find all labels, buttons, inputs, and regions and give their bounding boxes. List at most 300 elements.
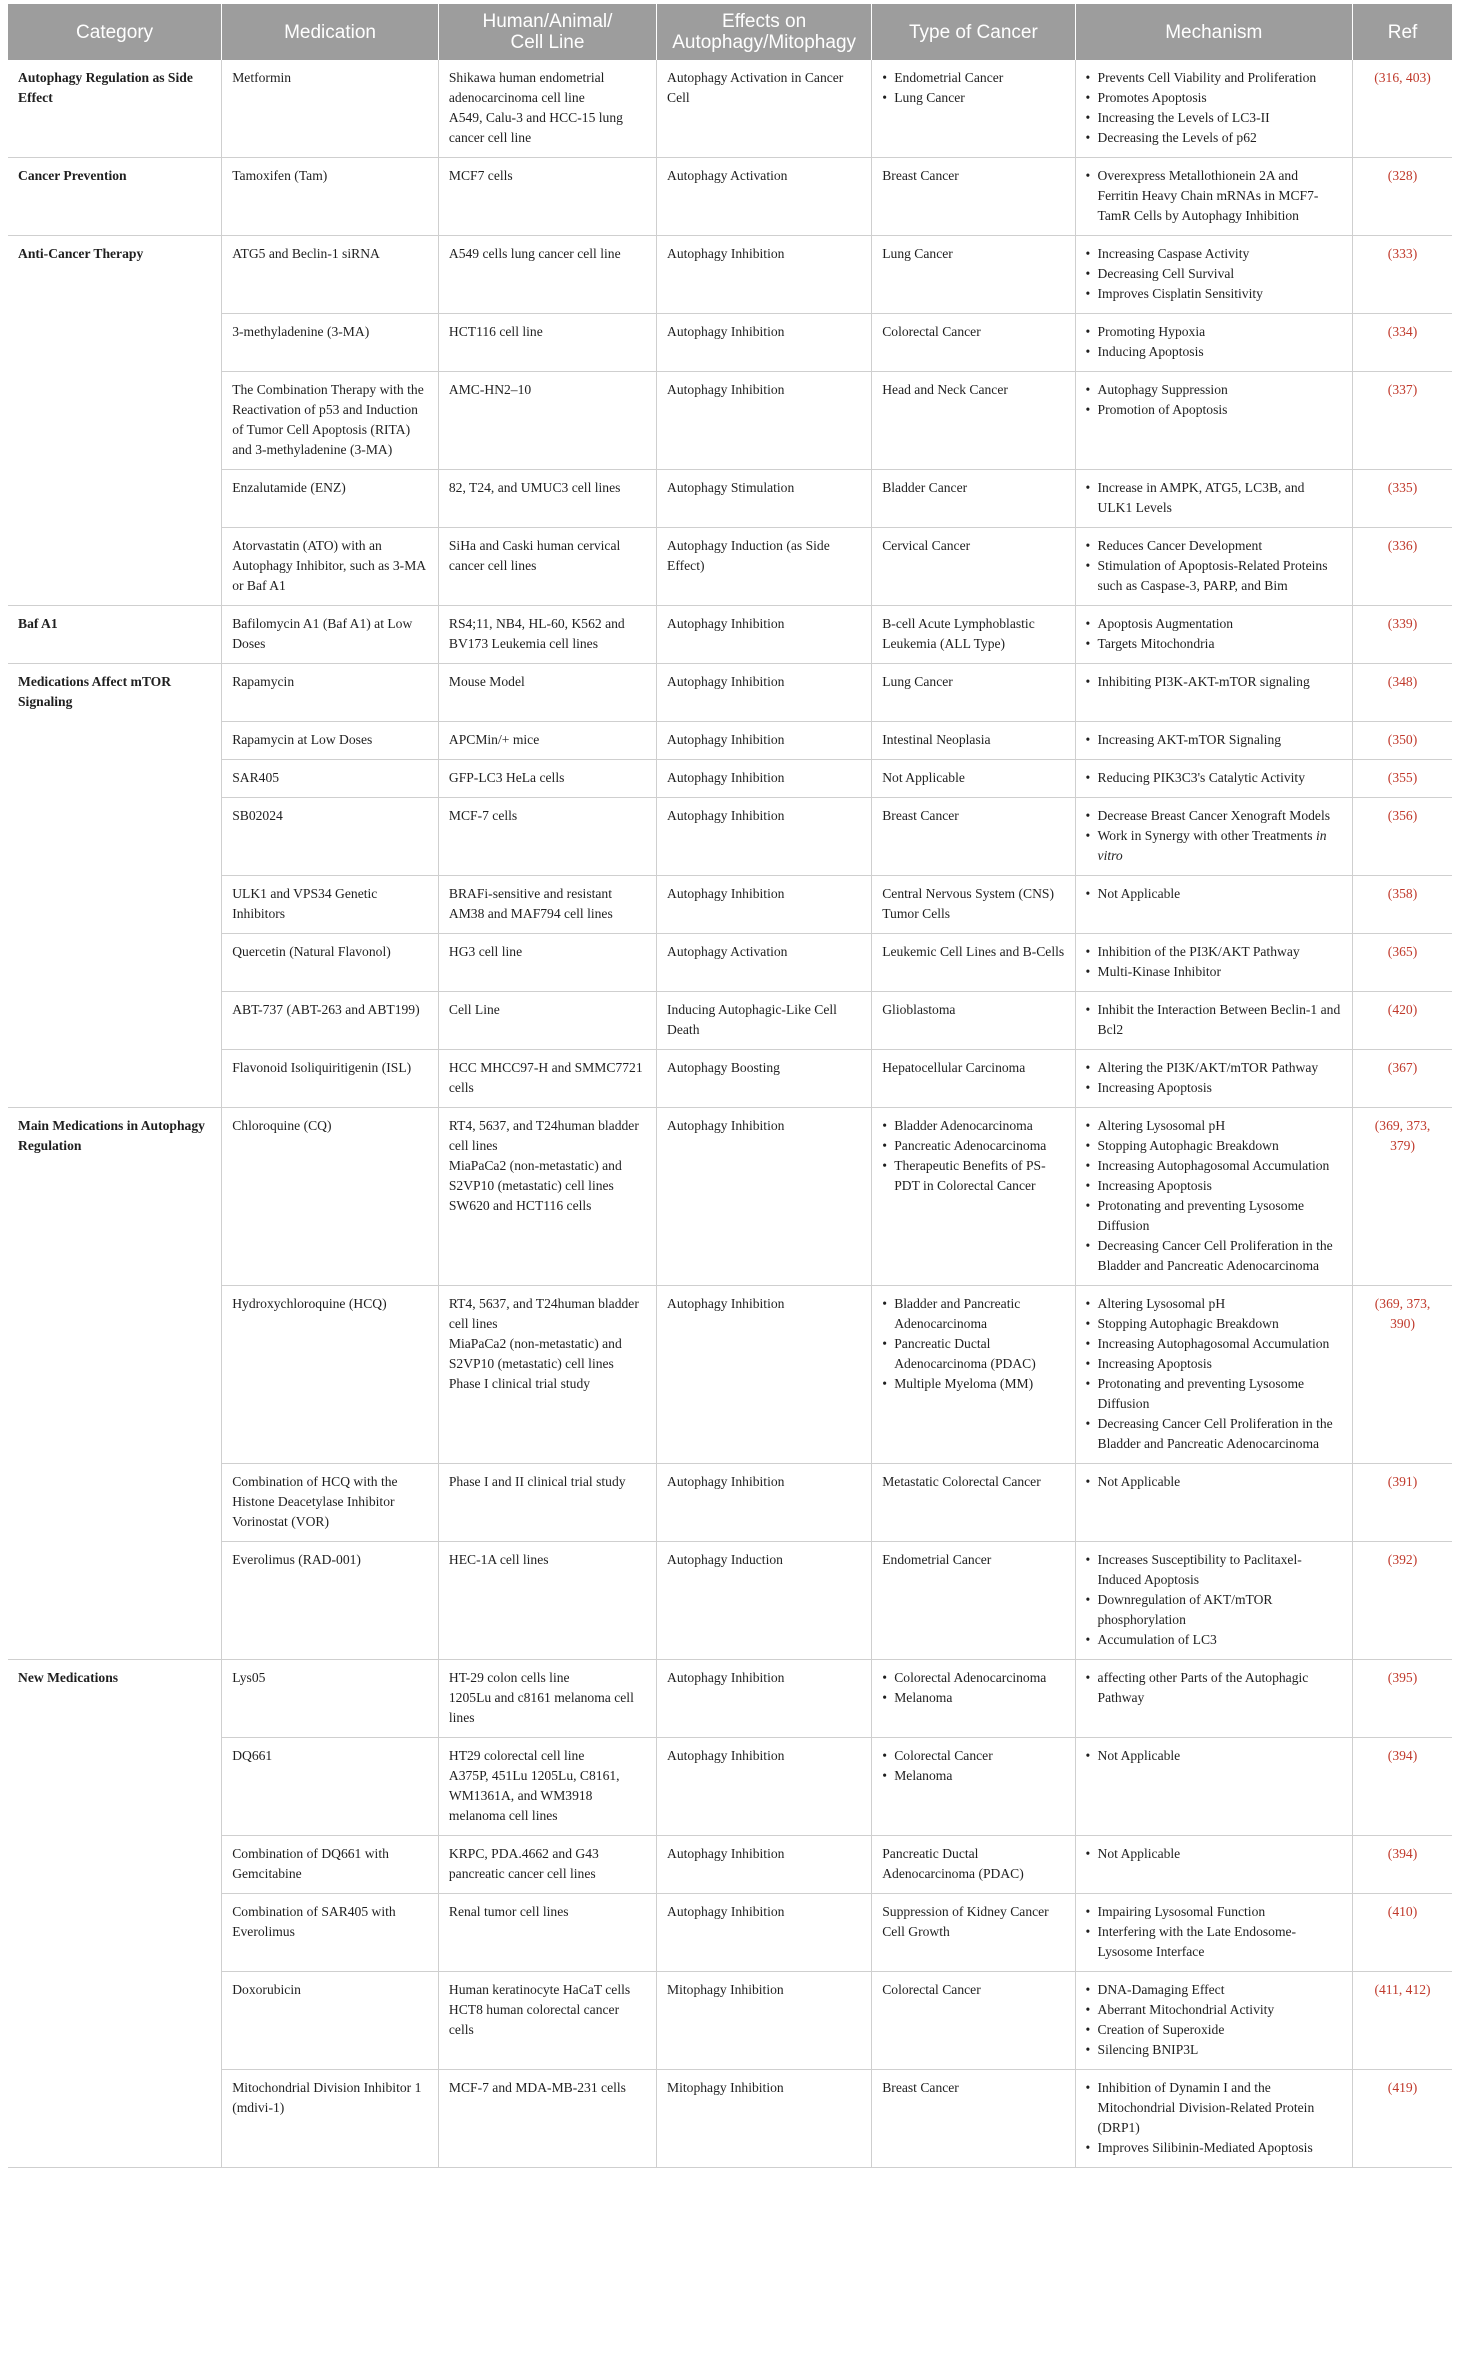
- medication-cell: Doxorubicin: [222, 1971, 439, 2069]
- mechanism-list-item: • Inducing Apoptosis: [1098, 342, 1343, 362]
- reference-link[interactable]: (334): [1353, 314, 1452, 372]
- table-row: [8, 759, 1452, 797]
- mechanism-list-item: • Prevents Cell Viability and Proliferation: [1098, 68, 1343, 88]
- mechanism-list-item: • Altering Lysosomal pH: [1098, 1116, 1343, 1136]
- reference-link[interactable]: (365): [1353, 933, 1452, 991]
- mechanism-list-item: • Accumulation of LC3: [1098, 1630, 1343, 1650]
- mechanism-cell: [1075, 1737, 1353, 1835]
- mechanism-list: [1086, 1902, 1343, 1962]
- reference-link[interactable]: (410): [1353, 1893, 1452, 1971]
- effect-cell: Autophagy Boosting: [657, 1049, 872, 1107]
- cancer-list-item: • Colorectal Cancer: [894, 1746, 1064, 1766]
- cell-line-text: Mouse Model: [448, 674, 525, 689]
- mechanism-cell: [1075, 1835, 1353, 1893]
- cancer-type-cell: [872, 606, 1075, 664]
- cell-line-cell: [438, 1971, 656, 2069]
- mechanism-cell: [1075, 470, 1353, 528]
- header-mechanism: Mechanism: [1075, 4, 1353, 60]
- cancer-list-item: • Pancreatic Adenocarcinoma: [894, 1136, 1064, 1156]
- reference-link[interactable]: (348): [1353, 664, 1452, 722]
- cancer-type-cell: [872, 1971, 1075, 2069]
- cancer-type-text: Glioblastoma: [882, 1001, 956, 1017]
- cell-line-text: HT29 colorectal cell line: [448, 1747, 585, 1763]
- category-cell: [8, 1541, 222, 1659]
- mechanism-list-item: • Impairing Lysosomal Function: [1098, 1902, 1343, 1922]
- category-cell: [8, 236, 222, 314]
- reference-link[interactable]: (420): [1353, 991, 1452, 1049]
- effect-cell: Autophagy Inhibition: [657, 1285, 872, 1463]
- category-cell: [8, 1737, 222, 1835]
- cell-line-text: Renal tumor cell lines: [448, 1903, 569, 1919]
- cell-line-text: A375P, 451Lu 1205Lu, C8161, WM1361A, and WM3918 melanoma cell lines: [448, 1767, 620, 1823]
- effect-cell: Autophagy Inhibition: [657, 1659, 872, 1737]
- reference-link[interactable]: (350): [1353, 721, 1452, 759]
- reference-link[interactable]: (367): [1353, 1049, 1452, 1107]
- medication-cell: ATG5 and Beclin-1 siRNA: [222, 236, 439, 314]
- cancer-type-cell: [872, 158, 1075, 236]
- table-row: [8, 1107, 1452, 1285]
- cell-line-cell: [438, 664, 656, 722]
- cancer-type-cell: [872, 372, 1075, 470]
- category-cell: [8, 314, 222, 372]
- category-cell: [8, 1049, 222, 1107]
- cancer-type-cell: [872, 797, 1075, 875]
- table-row: [8, 797, 1452, 875]
- mechanism-list-item: • Stimulation of Apoptosis-Related Proteins such as Caspase-3, PARP, and Bim: [1098, 556, 1343, 596]
- table-row: [8, 1835, 1452, 1893]
- medication-cell: ULK1 and VPS34 Genetic Inhibitors: [222, 875, 439, 933]
- cancer-type-cell: [872, 1463, 1075, 1541]
- cancer-type-text: Breast Cancer: [882, 2079, 959, 2095]
- mechanism-list: [1086, 1116, 1343, 1276]
- category-cell: [8, 372, 222, 470]
- mechanism-list-item: • Inhibition of Dynamin I and the Mitochondrial Division-Related Protein (DRP1): [1098, 2078, 1343, 2138]
- mechanism-list-item: • Multi-Kinase Inhibitor: [1098, 962, 1343, 982]
- mechanism-list-item: • Altering Lysosomal pH: [1098, 1294, 1343, 1314]
- mechanism-list: [1086, 1844, 1343, 1864]
- category-cell: [8, 158, 222, 236]
- cell-line-cell: [438, 60, 656, 158]
- mechanism-cell: [1075, 2069, 1353, 2167]
- category-cell: [8, 1835, 222, 1893]
- category-label: Main Medications in Autophagy Regulation: [18, 1117, 205, 1153]
- reference-link[interactable]: (336): [1353, 528, 1452, 606]
- cancer-list-item: • Therapeutic Benefits of PS-PDT in Colorectal Cancer: [894, 1156, 1064, 1196]
- mechanism-list-item: • Reduces Cancer Development: [1098, 536, 1343, 556]
- category-label: Cancer Prevention: [18, 168, 127, 183]
- header-cell-line: Human/Animal/ Cell Line: [438, 4, 656, 60]
- table-row: [8, 528, 1452, 606]
- cancer-list-item: • Pancreatic Ductal Adenocarcinoma (PDAC): [894, 1334, 1064, 1374]
- cancer-type-cell: [872, 875, 1075, 933]
- category-label: New Medications: [18, 1669, 119, 1685]
- effect-cell: Autophagy Inhibition: [657, 721, 872, 759]
- effect-cell: Autophagy Inhibition: [657, 759, 872, 797]
- mechanism-cell: [1075, 721, 1353, 759]
- medication-cell: Atorvastatin (ATO) with an Autophagy Inhibitor, such as 3-MA or Baf A1: [222, 528, 439, 606]
- effect-cell: Autophagy Inhibition: [657, 1835, 872, 1893]
- mechanism-list: [1086, 478, 1343, 518]
- category-cell: [8, 875, 222, 933]
- mechanism-cell: [1075, 1463, 1353, 1541]
- table-row: [8, 1463, 1452, 1541]
- header-medication: Medication: [222, 4, 439, 60]
- cell-line-text: HEC-1A cell lines: [448, 1551, 549, 1567]
- mechanism-list-item: • DNA-Damaging Effect: [1098, 1980, 1343, 2000]
- table-row: [8, 2069, 1452, 2167]
- cancer-type-cell: [872, 1659, 1075, 1737]
- cell-line-cell: [438, 1737, 656, 1835]
- table-row: [8, 60, 1452, 158]
- reference-link[interactable]: (333): [1353, 236, 1452, 314]
- cell-line-text: Phase I and II clinical trial study: [448, 1473, 626, 1489]
- cell-line-text: A549, Calu-3 and HCC-15 lung cancer cell line: [448, 110, 623, 145]
- mechanism-cell: [1075, 606, 1353, 664]
- cancer-type-cell: [872, 1107, 1075, 1285]
- cell-line-text: KRPC, PDA.4662 and G43 pancreatic cancer cell lines: [448, 1845, 599, 1881]
- category-cell: [8, 797, 222, 875]
- reference-link[interactable]: (335): [1353, 470, 1452, 528]
- category-cell: [8, 60, 222, 158]
- mechanism-list-item: • Increase in AMPK, ATG5, LC3B, and ULK1 Levels: [1098, 478, 1343, 518]
- reference-link[interactable]: (337): [1353, 372, 1452, 470]
- mechanism-list-item: • Inhibition of the PI3K/AKT Pathway: [1098, 942, 1343, 962]
- cell-line-text: MiaPaCa2 (non-metastatic) and S2VP10 (metastatic) cell lines: [448, 1335, 622, 1371]
- mechanism-cell: [1075, 759, 1353, 797]
- cancer-type-text: Pancreatic Ductal Adenocarcinoma (PDAC): [882, 1845, 1024, 1881]
- cancer-list-item: • Melanoma: [894, 1766, 1064, 1786]
- mechanism-list-item: • Decreasing the Levels of p62: [1098, 128, 1343, 148]
- mechanism-list-item: • Stopping Autophagic Breakdown: [1098, 1314, 1343, 1334]
- effect-cell: Autophagy Inhibition: [657, 664, 872, 722]
- mechanism-list-item: • Interfering with the Late Endosome-Lysosome Interface: [1098, 1922, 1343, 1962]
- table-row: [8, 1737, 1452, 1835]
- mechanism-list-item: • Increasing Apoptosis: [1098, 1176, 1343, 1196]
- category-cell: [8, 1893, 222, 1971]
- reference-link[interactable]: (394): [1353, 1737, 1452, 1835]
- reference-link[interactable]: (395): [1353, 1659, 1452, 1737]
- cancer-list-item: • Lung Cancer: [894, 88, 1064, 108]
- mechanism-list-item: • Downregulation of AKT/mTOR phosphorylation: [1098, 1590, 1343, 1630]
- medication-cell: Combination of HCQ with the Histone Deacetylase Inhibitor Vorinostat (VOR): [222, 1463, 439, 1541]
- effect-cell: Autophagy Inhibition: [657, 1463, 872, 1541]
- effect-cell: Mitophagy Inhibition: [657, 1971, 872, 2069]
- cell-line-cell: [438, 1107, 656, 1285]
- cancer-list: [882, 1116, 1064, 1196]
- cell-line-cell: [438, 1049, 656, 1107]
- cell-line-text: APCMin/+ mice: [448, 731, 540, 747]
- header-effects: Effects on Autophagy/Mitophagy: [657, 4, 872, 60]
- cell-line-text: RT4, 5637, and T24human bladder cell lines: [448, 1295, 639, 1331]
- cell-line-cell: [438, 933, 656, 991]
- cancer-type-cell: [872, 933, 1075, 991]
- effect-cell: Autophagy Inhibition: [657, 236, 872, 314]
- mechanism-list-item: • Work in Synergy with other Treatments in vitro: [1098, 826, 1343, 866]
- cell-line-text: A549 cells lung cancer cell line: [448, 246, 621, 261]
- cancer-list: [882, 68, 1064, 108]
- cell-line-text: Cell Line: [448, 1001, 500, 1017]
- mechanism-cell: [1075, 933, 1353, 991]
- mechanism-cell: [1075, 1659, 1353, 1737]
- cancer-type-text: Not Applicable: [882, 769, 965, 785]
- mechanism-list-item: • Increasing AKT-mTOR Signaling: [1098, 730, 1343, 750]
- table-row: [8, 1285, 1452, 1463]
- effect-cell: Autophagy Inhibition: [657, 606, 872, 664]
- table-row: [8, 236, 1452, 314]
- cancer-type-cell: [872, 1049, 1075, 1107]
- mechanism-list-item: • Altering the PI3K/AKT/mTOR Pathway: [1098, 1058, 1343, 1078]
- cancer-type-text: Breast Cancer: [882, 807, 959, 823]
- table-row: [8, 1049, 1452, 1107]
- cancer-type-text: Intestinal Neoplasia: [882, 731, 991, 747]
- medication-table: [8, 4, 1452, 2168]
- cell-line-text: RS4;11, NB4, HL-60, K562 and BV173 Leukemia cell lines: [448, 616, 625, 651]
- reference-link[interactable]: (392): [1353, 1541, 1452, 1659]
- mechanism-list-item: • Overexpress Metallothionein 2A and Ferritin Heavy Chain mRNAs in MCF7-TamR Cells by Autophagy Inhibition: [1098, 166, 1343, 226]
- reference-link[interactable]: (369, 373, 379): [1353, 1107, 1452, 1285]
- cancer-type-cell: [872, 1737, 1075, 1835]
- medication-cell: Enzalutamide (ENZ): [222, 470, 439, 528]
- cancer-type-text: Colorectal Cancer: [882, 1981, 981, 1997]
- reference-link[interactable]: (419): [1353, 2069, 1452, 2167]
- cell-line-cell: [438, 2069, 656, 2167]
- cancer-type-cell: [872, 759, 1075, 797]
- cell-line-text: RT4, 5637, and T24human bladder cell lines: [448, 1117, 639, 1153]
- cell-line-cell: [438, 158, 656, 236]
- reference-link[interactable]: (391): [1353, 1463, 1452, 1541]
- effect-cell: Autophagy Inhibition: [657, 1737, 872, 1835]
- table-row: [8, 721, 1452, 759]
- category-cell: [8, 759, 222, 797]
- cell-line-cell: [438, 797, 656, 875]
- cell-line-cell: [438, 991, 656, 1049]
- mechanism-list: [1086, 244, 1343, 304]
- cell-line-text: SiHa and Caski human cervical cancer cell lines: [448, 538, 621, 573]
- mechanism-list: [1086, 730, 1343, 750]
- reference-link[interactable]: (369, 373, 390): [1353, 1285, 1452, 1463]
- cell-line-text: MCF-7 cells: [448, 807, 518, 823]
- mechanism-list-item: • Not Applicable: [1098, 1746, 1343, 1766]
- mechanism-list: [1086, 768, 1343, 788]
- cell-line-text: HG3 cell line: [448, 943, 523, 959]
- effect-cell: Autophagy Inhibition: [657, 372, 872, 470]
- cell-line-text: SW620 and HCT116 cells: [448, 1197, 592, 1213]
- category-cell: [8, 1659, 222, 1737]
- mechanism-list-item: • Increases Susceptibility to Paclitaxel-Induced Apoptosis: [1098, 1550, 1343, 1590]
- cancer-list-item: • Melanoma: [894, 1688, 1064, 1708]
- mechanism-list-item: • Protonating and preventing Lysosome Diffusion: [1098, 1374, 1343, 1414]
- cell-line-text: Human keratinocyte HaCaT cells: [448, 1981, 631, 1997]
- cell-line-text: MiaPaCa2 (non-metastatic) and S2VP10 (metastatic) cell lines: [448, 1157, 622, 1193]
- effect-cell: Autophagy Stimulation: [657, 470, 872, 528]
- category-cell: [8, 2069, 222, 2167]
- effect-cell: Autophagy Induction: [657, 1541, 872, 1659]
- mechanism-list-item: • Not Applicable: [1098, 1472, 1343, 1492]
- reference-link[interactable]: (339): [1353, 606, 1452, 664]
- cancer-type-text: Hepatocellular Carcinoma: [882, 1059, 1026, 1075]
- medication-cell: SB02024: [222, 797, 439, 875]
- table-row: [8, 470, 1452, 528]
- medication-cell: SAR405: [222, 759, 439, 797]
- cell-line-cell: [438, 1893, 656, 1971]
- cancer-type-cell: [872, 528, 1075, 606]
- mechanism-cell: [1075, 236, 1353, 314]
- mechanism-list: [1086, 884, 1343, 904]
- category-cell: [8, 470, 222, 528]
- medication-cell: Mitochondrial Division Inhibitor 1 (mdivi-1): [222, 2069, 439, 2167]
- cell-line-text: MCF-7 and MDA-MB-231 cells: [448, 2079, 626, 2095]
- reference-link[interactable]: (328): [1353, 158, 1452, 236]
- reference-link[interactable]: (411, 412): [1353, 1971, 1452, 2069]
- mechanism-cell: [1075, 1893, 1353, 1971]
- medication-cell: Quercetin (Natural Flavonol): [222, 933, 439, 991]
- mechanism-list: [1086, 806, 1343, 866]
- mechanism-cell: [1075, 528, 1353, 606]
- medication-cell: Hydroxychloroquine (HCQ): [222, 1285, 439, 1463]
- mechanism-list-item: • Increasing Autophagosomal Accumulation: [1098, 1156, 1343, 1176]
- header-row: [8, 4, 1452, 60]
- mechanism-cell: [1075, 664, 1353, 722]
- medication-cell: Everolimus (RAD-001): [222, 1541, 439, 1659]
- mechanism-cell: [1075, 875, 1353, 933]
- mechanism-list-item: • Decreasing Cell Survival: [1098, 264, 1343, 284]
- table-row: [8, 1659, 1452, 1737]
- mechanism-list-item: • Increasing the Levels of LC3-II: [1098, 108, 1343, 128]
- cell-line-cell: [438, 236, 656, 314]
- effect-cell: Autophagy Inhibition: [657, 797, 872, 875]
- mechanism-list: [1086, 614, 1343, 654]
- mechanism-list: [1086, 322, 1343, 362]
- mechanism-cell: [1075, 1285, 1353, 1463]
- mechanism-list-item: • Not Applicable: [1098, 884, 1343, 904]
- medication-cell: Lys05: [222, 1659, 439, 1737]
- effect-cell: Autophagy Activation: [657, 933, 872, 991]
- mechanism-cell: [1075, 1107, 1353, 1285]
- cancer-type-text: B-cell Acute Lymphoblastic Leukemia (ALL Type): [882, 616, 1035, 651]
- effect-cell: Autophagy Activation in Cancer Cell: [657, 60, 872, 158]
- medication-cell: Chloroquine (CQ): [222, 1107, 439, 1285]
- reference-link[interactable]: (355): [1353, 759, 1452, 797]
- category-label: Medications Affect mTOR Signaling: [18, 674, 172, 709]
- mechanism-list-item: • Promotion of Apoptosis: [1098, 400, 1343, 420]
- medication-cell: Rapamycin at Low Doses: [222, 721, 439, 759]
- mechanism-list-item: • Stopping Autophagic Breakdown: [1098, 1136, 1343, 1156]
- mechanism-list-item: • Protonating and preventing Lysosome Diffusion: [1098, 1196, 1343, 1236]
- header-category: Category: [8, 4, 222, 60]
- cancer-list: [882, 1668, 1064, 1708]
- effect-cell: Autophagy Inhibition: [657, 314, 872, 372]
- table-row: [8, 314, 1452, 372]
- cell-line-text: 1205Lu and c8161 melanoma cell lines: [448, 1689, 634, 1725]
- cancer-type-cell: [872, 2069, 1075, 2167]
- cancer-list: [882, 1746, 1064, 1786]
- cancer-list: [882, 1294, 1064, 1394]
- table-row: [8, 372, 1452, 470]
- cancer-type-cell: [872, 1541, 1075, 1659]
- category-cell: [8, 606, 222, 664]
- table-row: [8, 933, 1452, 991]
- category-cell: [8, 1971, 222, 2069]
- effect-cell: Autophagy Inhibition: [657, 1107, 872, 1285]
- mechanism-list: [1086, 1294, 1343, 1454]
- mechanism-cell: [1075, 60, 1353, 158]
- mechanism-cell: [1075, 1049, 1353, 1107]
- cancer-list-item: • Multiple Myeloma (MM): [894, 1374, 1064, 1394]
- medication-cell: The Combination Therapy with the Reactivation of p53 and Induction of Tumor Cell Apoptosis (RITA) and 3-methyladenine (3-MA): [222, 372, 439, 470]
- category-cell: [8, 664, 222, 722]
- category-cell: [8, 1463, 222, 1541]
- mechanism-list: [1086, 166, 1343, 226]
- mechanism-list-item: • Decreasing Cancer Cell Proliferation in the Bladder and Pancreatic Adenocarcinoma: [1098, 1414, 1343, 1454]
- cancer-type-cell: [872, 991, 1075, 1049]
- mechanism-list-item: • Inhibiting PI3K-AKT-mTOR signaling: [1098, 672, 1343, 692]
- cell-line-text: Phase I clinical trial study: [448, 1375, 591, 1391]
- mechanism-list: [1086, 68, 1343, 148]
- cell-line-cell: [438, 721, 656, 759]
- cancer-type-text: Colorectal Cancer: [882, 324, 981, 339]
- cell-line-cell: [438, 606, 656, 664]
- medication-cell: Combination of SAR405 with Everolimus: [222, 1893, 439, 1971]
- mechanism-list-item: • Improves Silibinin-Mediated Apoptosis: [1098, 2138, 1343, 2158]
- cell-line-cell: [438, 1285, 656, 1463]
- cell-line-cell: [438, 759, 656, 797]
- cancer-type-cell: [872, 314, 1075, 372]
- reference-link[interactable]: (316, 403): [1353, 60, 1452, 158]
- mechanism-cell: [1075, 797, 1353, 875]
- category-cell: [8, 1107, 222, 1285]
- cell-line-cell: [438, 314, 656, 372]
- table-row: [8, 1893, 1452, 1971]
- reference-link[interactable]: (394): [1353, 1835, 1452, 1893]
- mechanism-list: [1086, 1746, 1343, 1766]
- cancer-type-text: Lung Cancer: [882, 246, 953, 261]
- mechanism-list-item: • Aberrant Mitochondrial Activity: [1098, 2000, 1343, 2020]
- cancer-type-cell: [872, 721, 1075, 759]
- mechanism-list-item: • Autophagy Suppression: [1098, 380, 1343, 400]
- cell-line-cell: [438, 372, 656, 470]
- effect-cell: Inducing Autophagic-Like Cell Death: [657, 991, 872, 1049]
- cancer-type-text: Leukemic Cell Lines and B-Cells: [882, 943, 1065, 959]
- cancer-type-cell: [872, 1835, 1075, 1893]
- category-cell: [8, 528, 222, 606]
- category-cell: [8, 721, 222, 759]
- cancer-type-text: Head and Neck Cancer: [882, 382, 1008, 397]
- mechanism-list: [1086, 1668, 1343, 1708]
- mechanism-list: [1086, 380, 1343, 420]
- mechanism-list-item: • Inhibit the Interaction Between Beclin-1 and Bcl2: [1098, 1000, 1343, 1040]
- table-row: [8, 158, 1452, 236]
- cell-line-cell: [438, 1541, 656, 1659]
- cancer-type-text: Cervical Cancer: [882, 538, 971, 553]
- cell-line-cell: [438, 1463, 656, 1541]
- cell-line-cell: [438, 875, 656, 933]
- mechanism-list: [1086, 672, 1343, 692]
- cell-line-text: HCC MHCC97-H and SMMC7721 cells: [448, 1059, 643, 1095]
- cancer-type-text: Central Nervous System (CNS) Tumor Cells: [882, 885, 1055, 921]
- mechanism-list-item: • Reducing PIK3C3's Catalytic Activity: [1098, 768, 1343, 788]
- cell-line-text: Shikawa human endometrial adenocarcinoma cell line: [448, 70, 605, 105]
- cancer-type-text: Breast Cancer: [882, 168, 959, 183]
- table-row: [8, 606, 1452, 664]
- category-cell: [8, 1285, 222, 1463]
- cancer-type-text: Bladder Cancer: [882, 480, 968, 495]
- reference-link[interactable]: (356): [1353, 797, 1452, 875]
- cancer-type-cell: [872, 236, 1075, 314]
- cancer-type-cell: [872, 60, 1075, 158]
- medication-cell: Combination of DQ661 with Gemcitabine: [222, 1835, 439, 1893]
- reference-link[interactable]: (358): [1353, 875, 1452, 933]
- mechanism-cell: [1075, 372, 1353, 470]
